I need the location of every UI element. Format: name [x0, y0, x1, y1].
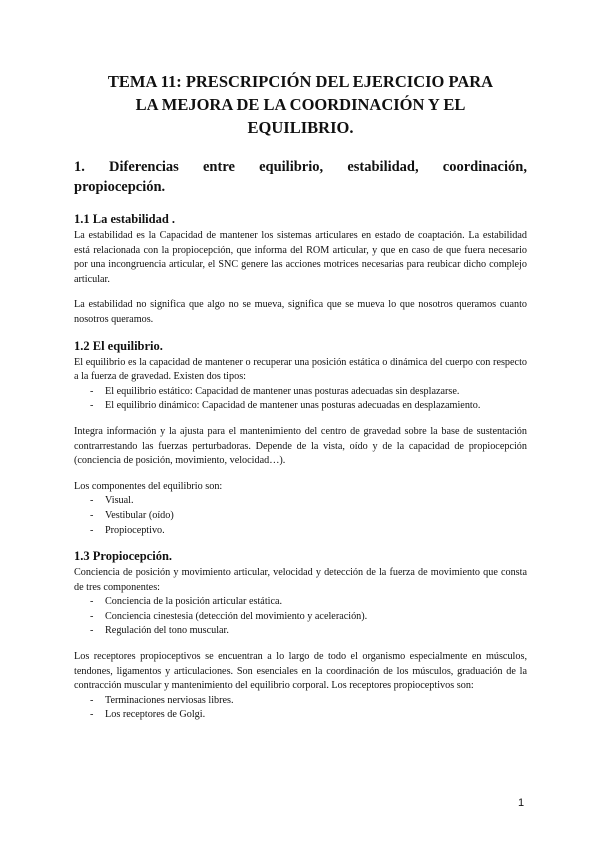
list-dash: -: [90, 400, 94, 412]
receptors-list: [74, 694, 527, 723]
document-page: [74, 70, 527, 723]
equilibrio-paragraph-1: El equilibrio es la capacidad de mantener o recuperar una posición estática o dinámica del cuerpo con respecto a la fuerza de gravedad. Existen dos tipos:: [74, 356, 527, 383]
section-1-word: estabilidad,: [347, 159, 419, 175]
subsection-estabilidad-heading: 1.1 La estabilidad .: [74, 212, 176, 226]
section-1-heading-line-2: propiocepción.: [74, 179, 166, 195]
list-dash: -: [90, 524, 94, 536]
subsection-equilibrio-heading: 1.2 El equilibrio.: [74, 338, 163, 353]
list-item: - Vestibular (oído): [74, 509, 527, 524]
propiocepcion-paragraph-2: Los receptores propioceptivos se encuentran a lo largo de todo el organismo especialmente en músculos, tendones, ligamentos y articulaciones. Son esenciales en la coordinación de los músculos, graduación de la contracción muscular y mantenimiento del equilibrio corporal. Los receptores propioceptivos son:: [74, 651, 527, 692]
title-line-1: TEMA 11: PRESCRIPCIÓN DEL EJERCICIO PARA: [107, 72, 494, 91]
estabilidad-paragraph-1: La estabilidad es la Capacidad de mantener los sistemas articulares en estado de coaptación. La estabilidad está relacionada con la propiocepción, que informa del ROM articular, y que en caso de que fuera necesario por una incongruencia articular, el SNC genere las acciones motrices necesarias para reubicar dicho complejo articular.: [74, 230, 527, 285]
propiocepcion-components-list: [74, 595, 527, 639]
list-dash: -: [90, 509, 94, 521]
title-line-2: LA MEJORA DE LA COORDINACIÓN Y EL: [135, 95, 466, 114]
list-dash: -: [90, 709, 94, 721]
list-item: - Terminaciones nerviosas libres.: [74, 694, 527, 709]
document-title: [74, 70, 527, 139]
list-item: - Regulación del tono muscular.: [74, 624, 527, 639]
estabilidad-paragraph-2: La estabilidad no significa que algo no se mueva, significa que se mueva lo que nosotros queramos cuanto nosotros queramos.: [74, 299, 527, 325]
section-1-heading: [74, 157, 527, 197]
equilibrio-types-list: [74, 385, 527, 414]
title-line-3: EQUILIBRIO.: [247, 118, 354, 137]
list-dash: -: [90, 625, 94, 637]
list-dash: -: [90, 694, 94, 706]
propiocepcion-paragraph-1: Conciencia de posición y movimiento articular, velocidad y detección de la fuerza de movimiento que consta de tres componentes:: [74, 567, 527, 593]
page-number: 1: [518, 797, 525, 809]
equilibrio-components-intro: Los componentes del equilibrio son:: [74, 480, 223, 492]
list-item: - Los receptores de Golgi.: [74, 708, 527, 723]
equilibrio-paragraph-2: Integra información y la ajusta para el mantenimiento del centro de gravedad sobre la base de sustentación contrarrestando las fuerzas perturbadoras. Depende de la vista, oído y de la capacidad de propiocepción (conciencia de posición, movimiento, velocidad…).: [74, 425, 527, 467]
section-1-word: Diferencias: [109, 159, 179, 175]
section-1-word: entre: [202, 159, 235, 175]
list-item: - El equilibrio estático: Capacidad de mantener unas posturas adecuadas sin desplazarse.: [74, 385, 527, 400]
list-item: - Conciencia de la posición articular estática.: [74, 595, 527, 610]
list-dash: -: [90, 610, 94, 622]
equilibrio-components-list: [74, 494, 527, 538]
section-1-word: coordinación,: [442, 159, 527, 175]
list-item: - Propioceptivo.: [74, 524, 527, 539]
list-dash: -: [90, 596, 94, 608]
subsection-propiocepcion-heading: 1.3 Propiocepción.: [74, 549, 173, 564]
list-item: - Conciencia cinestesia (detección del movimiento y aceleración).: [74, 610, 527, 625]
list-item: - Visual.: [74, 494, 527, 509]
list-dash: -: [90, 495, 94, 507]
section-1-number: 1.: [74, 159, 85, 175]
list-dash: -: [90, 385, 94, 397]
section-1-word: equilibrio,: [259, 159, 324, 175]
list-item: - El equilibrio dinámico: Capacidad de mantener unas posturas adecuadas en desplazamiento.: [74, 399, 527, 414]
